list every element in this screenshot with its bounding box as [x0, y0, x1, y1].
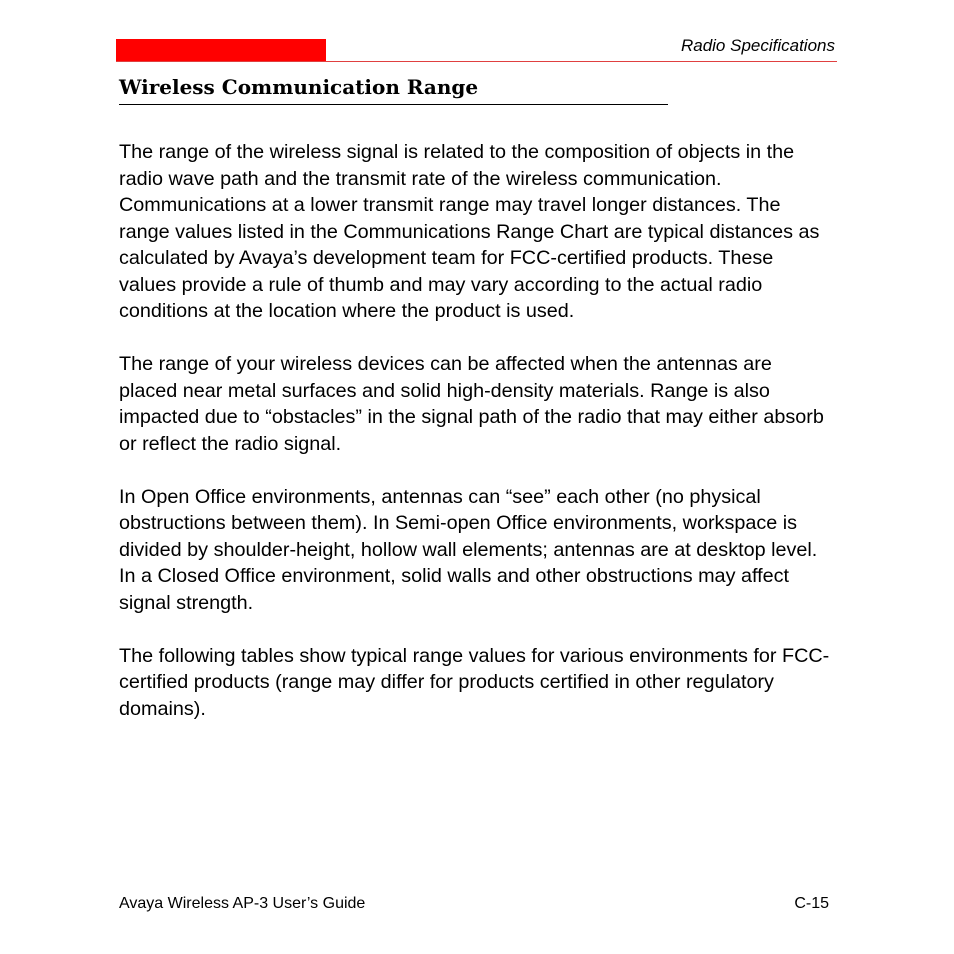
footer-page-number: C-15 [794, 895, 829, 912]
paragraph-range-tables: The following tables show typical range values for various environments for FCC-certified products (range may differ for products certified in other regulatory domains). [119, 644, 830, 720]
running-head: Radio Specifications [680, 36, 835, 55]
body-text [119, 139, 835, 749]
paragraph-range-composition: The range of the wireless signal is related to the composition of objects in the radio wave path and the transmit rate of the wireless communication. Communications at a lower transmit range may travel longer distances. The range values listed in the Communications Range Chart are typical distances as calculated by Avaya’s development team for FCC-certified products. These values provide a rule of thumb and may vary according to the actual radio conditions at the location where the product is used. [119, 141, 820, 322]
section-title: Wireless Communication Range [119, 73, 668, 105]
footer-guide-title: Avaya Wireless AP-3 User’s Guide [119, 895, 366, 912]
header-rule [116, 61, 837, 62]
paragraph-office-environments: In Open Office environments, antennas can “see” each other (no physical obstructions between them). In Semi-open Office environments, workspace is divided by shoulder-height, hollow wall elements; antennas are at desktop level. In a Closed Office environment, solid walls and other obstructions may affect signal strength. [119, 485, 818, 614]
header-accent-bar [116, 39, 326, 61]
paragraph-range-obstacles: The range of your wireless devices can be affected when the antennas are placed near metal surfaces and solid high-density materials. Range is also impacted due to “obstacles” in the signal path of the radio that may either absorb or reflect the radio signal. [119, 353, 824, 455]
